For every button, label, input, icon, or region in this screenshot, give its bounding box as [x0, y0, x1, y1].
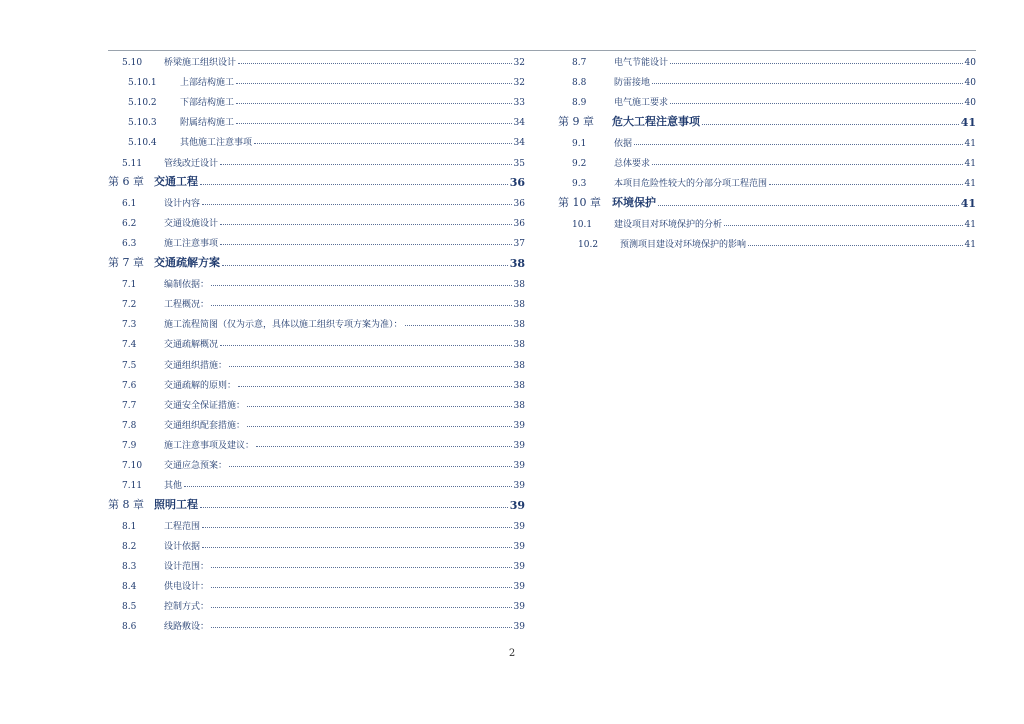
toc-entry-title: 设计内容	[164, 199, 201, 210]
toc-entry-number: 7.5	[122, 360, 137, 371]
dot-leader	[748, 244, 963, 246]
toc-entry-number: 5.10.3	[128, 118, 157, 129]
toc-entry-title: 交通疏解的原则：	[164, 380, 237, 391]
dot-leader	[229, 365, 512, 367]
toc-entry-page: 41	[960, 196, 976, 210]
toc-entry-title: 照明工程	[154, 497, 198, 511]
dot-leader	[724, 224, 963, 226]
toc-section-entry[interactable]	[108, 48, 525, 68]
toc-entry-number: 7.8	[122, 420, 137, 431]
toc-entry-title: 交通应急预案：	[164, 460, 228, 471]
dot-leader	[247, 405, 512, 407]
toc-entry-number: 5.11	[122, 158, 143, 169]
toc-entry-page: 38	[509, 257, 525, 271]
toc-section-entry[interactable]	[108, 411, 525, 431]
toc-entry-page: 32	[513, 78, 525, 89]
toc-entry-number: 9.1	[572, 138, 587, 149]
toc-entry-number: 第 6 章	[108, 175, 144, 189]
toc-entry-number: 8.4	[122, 582, 137, 593]
toc-section-entry[interactable]	[108, 310, 525, 330]
toc-entry-title: 交通疏解概况	[164, 340, 219, 351]
toc-entry-page: 39	[513, 602, 525, 613]
toc-entry-title: 交通组织配套措施：	[164, 420, 246, 431]
toc-entry-page: 39	[513, 541, 525, 552]
dot-leader	[236, 122, 512, 124]
toc-entry-number: 8.5	[122, 602, 137, 613]
toc-entry-page: 41	[964, 159, 976, 170]
toc-entry-page: 34	[513, 118, 525, 129]
toc-section-entry[interactable]	[108, 128, 525, 148]
toc-section-entry[interactable]	[558, 210, 976, 230]
toc-entry-page: 39	[513, 561, 525, 572]
toc-section-entry[interactable]	[108, 229, 525, 249]
dot-leader	[652, 82, 963, 84]
toc-entry-page: 38	[513, 300, 525, 311]
toc-entry-number: 7.1	[122, 280, 137, 291]
toc-entry-page: 40	[964, 58, 976, 69]
toc-entry-title: 预测项目建设对环境保护的影响	[620, 239, 747, 250]
dot-leader	[634, 143, 963, 145]
toc-entry-number: 7.4	[122, 340, 137, 351]
toc-section-entry[interactable]	[108, 512, 525, 532]
toc-entry-page: 39	[513, 521, 525, 532]
dot-leader	[200, 183, 508, 185]
dot-leader	[670, 62, 963, 64]
toc-entry-title: 工程概况：	[164, 300, 210, 311]
toc-chapter-entry[interactable]	[108, 491, 525, 512]
toc-section-entry[interactable]	[558, 48, 976, 68]
toc-entry-title: 其他施工注意事项	[180, 138, 253, 149]
toc-entry-page: 38	[513, 400, 525, 411]
toc-entry-page: 39	[513, 582, 525, 593]
toc-entry-number: 5.10.2	[128, 98, 157, 109]
dot-leader	[211, 284, 512, 286]
toc-entry-title: 建设项目对环境保护的分析	[614, 219, 723, 230]
toc-entry-number: 8.1	[122, 521, 137, 532]
toc-entry-page: 32	[513, 58, 525, 69]
dot-leader	[405, 324, 512, 326]
toc-section-entry[interactable]	[108, 189, 525, 209]
toc-entry-number: 7.6	[122, 380, 137, 391]
toc-chapter-entry[interactable]	[108, 169, 525, 190]
toc-entry-number: 8.8	[572, 78, 587, 89]
toc-entry-title: 线路敷设：	[164, 622, 210, 633]
toc-section-entry[interactable]	[108, 88, 525, 108]
toc-entry-page: 41	[964, 179, 976, 190]
toc-entry-page: 39	[513, 460, 525, 471]
dot-leader	[658, 204, 959, 206]
dot-leader	[652, 163, 963, 165]
toc-section-entry[interactable]	[108, 592, 525, 612]
toc-entry-title: 供电设计：	[164, 582, 210, 593]
toc-entry-page: 39	[513, 622, 525, 633]
toc-section-entry[interactable]	[108, 330, 525, 350]
dot-leader	[670, 102, 963, 104]
toc-entry-page: 38	[513, 360, 525, 371]
toc-entry-title: 电气节能设计	[614, 58, 669, 69]
toc-entry-page: 39	[509, 498, 525, 512]
dot-leader	[702, 123, 959, 125]
toc-entry-number: 7.10	[122, 460, 143, 471]
toc-entry-title: 下部结构施工	[180, 98, 235, 109]
toc-entry-title: 管线改迁设计	[164, 158, 219, 169]
dot-leader	[236, 82, 512, 84]
toc-entry-title: 依据	[614, 138, 633, 149]
toc-right-column	[558, 48, 976, 250]
dot-leader	[211, 566, 512, 568]
toc-entry-title: 施工注意事项及建议：	[164, 440, 255, 451]
dot-leader	[236, 102, 512, 104]
toc-section-entry[interactable]	[558, 68, 976, 88]
toc-section-entry[interactable]	[108, 270, 525, 290]
toc-entry-number: 8.9	[572, 98, 587, 109]
toc-section-entry[interactable]	[108, 209, 525, 229]
toc-entry-title: 设计依据	[164, 541, 201, 552]
toc-entry-number: 5.10.4	[128, 138, 157, 149]
toc-section-entry[interactable]	[108, 612, 525, 632]
dot-leader	[220, 344, 512, 346]
toc-entry-page: 36	[513, 199, 525, 210]
dot-leader	[229, 465, 512, 467]
toc-section-entry[interactable]	[108, 552, 525, 572]
toc-section-entry[interactable]	[108, 391, 525, 411]
toc-entry-page: 38	[513, 320, 525, 331]
dot-leader	[211, 586, 512, 588]
toc-entry-number: 7.2	[122, 300, 137, 311]
toc-entry-page: 38	[513, 380, 525, 391]
toc-entry-title: 交通疏解方案	[154, 256, 220, 270]
dot-leader	[211, 304, 512, 306]
toc-entry-title: 上部结构施工	[180, 78, 235, 89]
dot-leader	[211, 606, 512, 608]
dot-leader	[220, 163, 512, 165]
toc-chapter-entry[interactable]	[558, 189, 976, 210]
dot-leader	[211, 626, 512, 628]
toc-entry-number: 6.1	[122, 199, 137, 210]
toc-section-entry[interactable]	[558, 230, 976, 250]
toc-entry-title: 工程范围	[164, 521, 201, 532]
dot-leader	[238, 62, 512, 64]
toc-entry-number: 第 7 章	[108, 256, 144, 270]
toc-entry-number: 5.10.1	[128, 78, 157, 89]
dot-leader	[202, 526, 512, 528]
dot-leader	[247, 425, 512, 427]
toc-section-entry[interactable]	[108, 431, 525, 451]
toc-entry-title: 附属结构施工	[180, 118, 235, 129]
toc-entry-page: 41	[964, 219, 976, 230]
toc-entry-number: 8.7	[572, 58, 587, 69]
toc-section-entry[interactable]	[558, 169, 976, 189]
toc-entry-number: 10.1	[572, 219, 593, 230]
dot-leader	[220, 223, 512, 225]
toc-entry-number: 8.6	[122, 622, 137, 633]
toc-entry-title: 危大工程注意事项	[612, 114, 700, 128]
toc-entry-title: 施工流程简图（仅为示意，具体以施工组织专项方案为准）：	[164, 320, 403, 331]
toc-entry-title: 设计范围：	[164, 561, 210, 572]
toc-section-entry[interactable]	[108, 68, 525, 88]
toc-entry-number: 6.2	[122, 219, 137, 230]
page-number: 2	[508, 648, 516, 659]
dot-leader	[220, 243, 512, 245]
dot-leader	[184, 485, 512, 487]
toc-entry-title: 本项目危险性较大的分部分项工程范围	[614, 179, 768, 190]
toc-section-entry[interactable]	[558, 129, 976, 149]
toc-entry-title: 交通设施设计	[164, 219, 219, 230]
toc-section-entry[interactable]	[108, 532, 525, 552]
toc-entry-page: 39	[513, 481, 525, 492]
toc-section-entry[interactable]	[558, 149, 976, 169]
toc-section-entry[interactable]	[558, 88, 976, 108]
dot-leader	[254, 142, 512, 144]
toc-entry-page: 40	[964, 78, 976, 89]
toc-entry-title: 其他	[164, 481, 183, 492]
toc-entry-page: 36	[513, 219, 525, 230]
toc-entry-number: 第 8 章	[108, 497, 144, 511]
toc-entry-title: 交通安全保证措施：	[164, 400, 246, 411]
toc-entry-number: 10.2	[578, 239, 599, 250]
toc-entry-page: 38	[513, 340, 525, 351]
toc-section-entry[interactable]	[108, 371, 525, 391]
toc-entry-title: 环境保护	[612, 195, 656, 209]
toc-entry-number: 7.3	[122, 320, 137, 331]
toc-entry-number: 7.7	[122, 400, 137, 411]
toc-entry-title: 电气施工要求	[614, 98, 669, 109]
toc-entry-title: 交通工程	[154, 175, 198, 189]
toc-entry-number: 5.10	[122, 58, 143, 69]
toc-entry-number: 6.3	[122, 239, 137, 250]
toc-entry-number: 8.3	[122, 561, 137, 572]
toc-section-entry[interactable]	[108, 572, 525, 592]
toc-section-entry[interactable]	[108, 471, 525, 491]
toc-section-entry[interactable]	[108, 148, 525, 168]
toc-entry-number: 8.2	[122, 541, 137, 552]
toc-entry-title: 编制依据：	[164, 280, 210, 291]
toc-entry-page: 40	[964, 98, 976, 109]
toc-entry-title: 防雷接地	[614, 78, 651, 89]
toc-entry-number: 第 9 章	[558, 114, 594, 128]
toc-entry-number: 9.2	[572, 159, 587, 170]
toc-entry-title: 控制方式：	[164, 602, 210, 613]
toc-entry-page: 38	[513, 280, 525, 291]
dot-leader	[202, 546, 512, 548]
toc-entry-page: 41	[964, 239, 976, 250]
toc-section-entry[interactable]	[108, 350, 525, 370]
dot-leader	[202, 203, 512, 205]
dot-leader	[222, 264, 508, 266]
dot-leader	[200, 506, 508, 508]
toc-entry-title: 施工注意事项	[164, 239, 219, 250]
toc-entry-page: 39	[513, 440, 525, 451]
toc-entry-number: 7.9	[122, 440, 137, 451]
toc-section-entry[interactable]	[108, 451, 525, 471]
toc-entry-page: 41	[960, 115, 976, 129]
dot-leader	[256, 445, 512, 447]
toc-entry-page: 33	[513, 98, 525, 109]
toc-chapter-entry[interactable]	[108, 249, 525, 270]
toc-section-entry[interactable]	[108, 108, 525, 128]
toc-entry-number: 第 10 章	[558, 195, 601, 209]
dot-leader	[238, 385, 512, 387]
toc-entry-page: 36	[509, 176, 525, 190]
toc-entry-page: 37	[513, 239, 525, 250]
toc-section-entry[interactable]	[108, 290, 525, 310]
toc-entry-number: 9.3	[572, 179, 587, 190]
toc-chapter-entry[interactable]	[558, 108, 976, 129]
toc-entry-title: 总体要求	[614, 159, 651, 170]
toc-entry-title: 交通组织措施：	[164, 360, 228, 371]
toc-entry-page: 41	[964, 138, 976, 149]
toc-entry-title: 桥梁施工组织设计	[164, 58, 237, 69]
toc-entry-page: 34	[513, 138, 525, 149]
toc-entry-page: 35	[513, 158, 525, 169]
toc-left-column	[108, 48, 525, 632]
dot-leader	[769, 183, 963, 185]
toc-entry-page: 39	[513, 420, 525, 431]
toc-entry-number: 7.11	[122, 481, 143, 492]
